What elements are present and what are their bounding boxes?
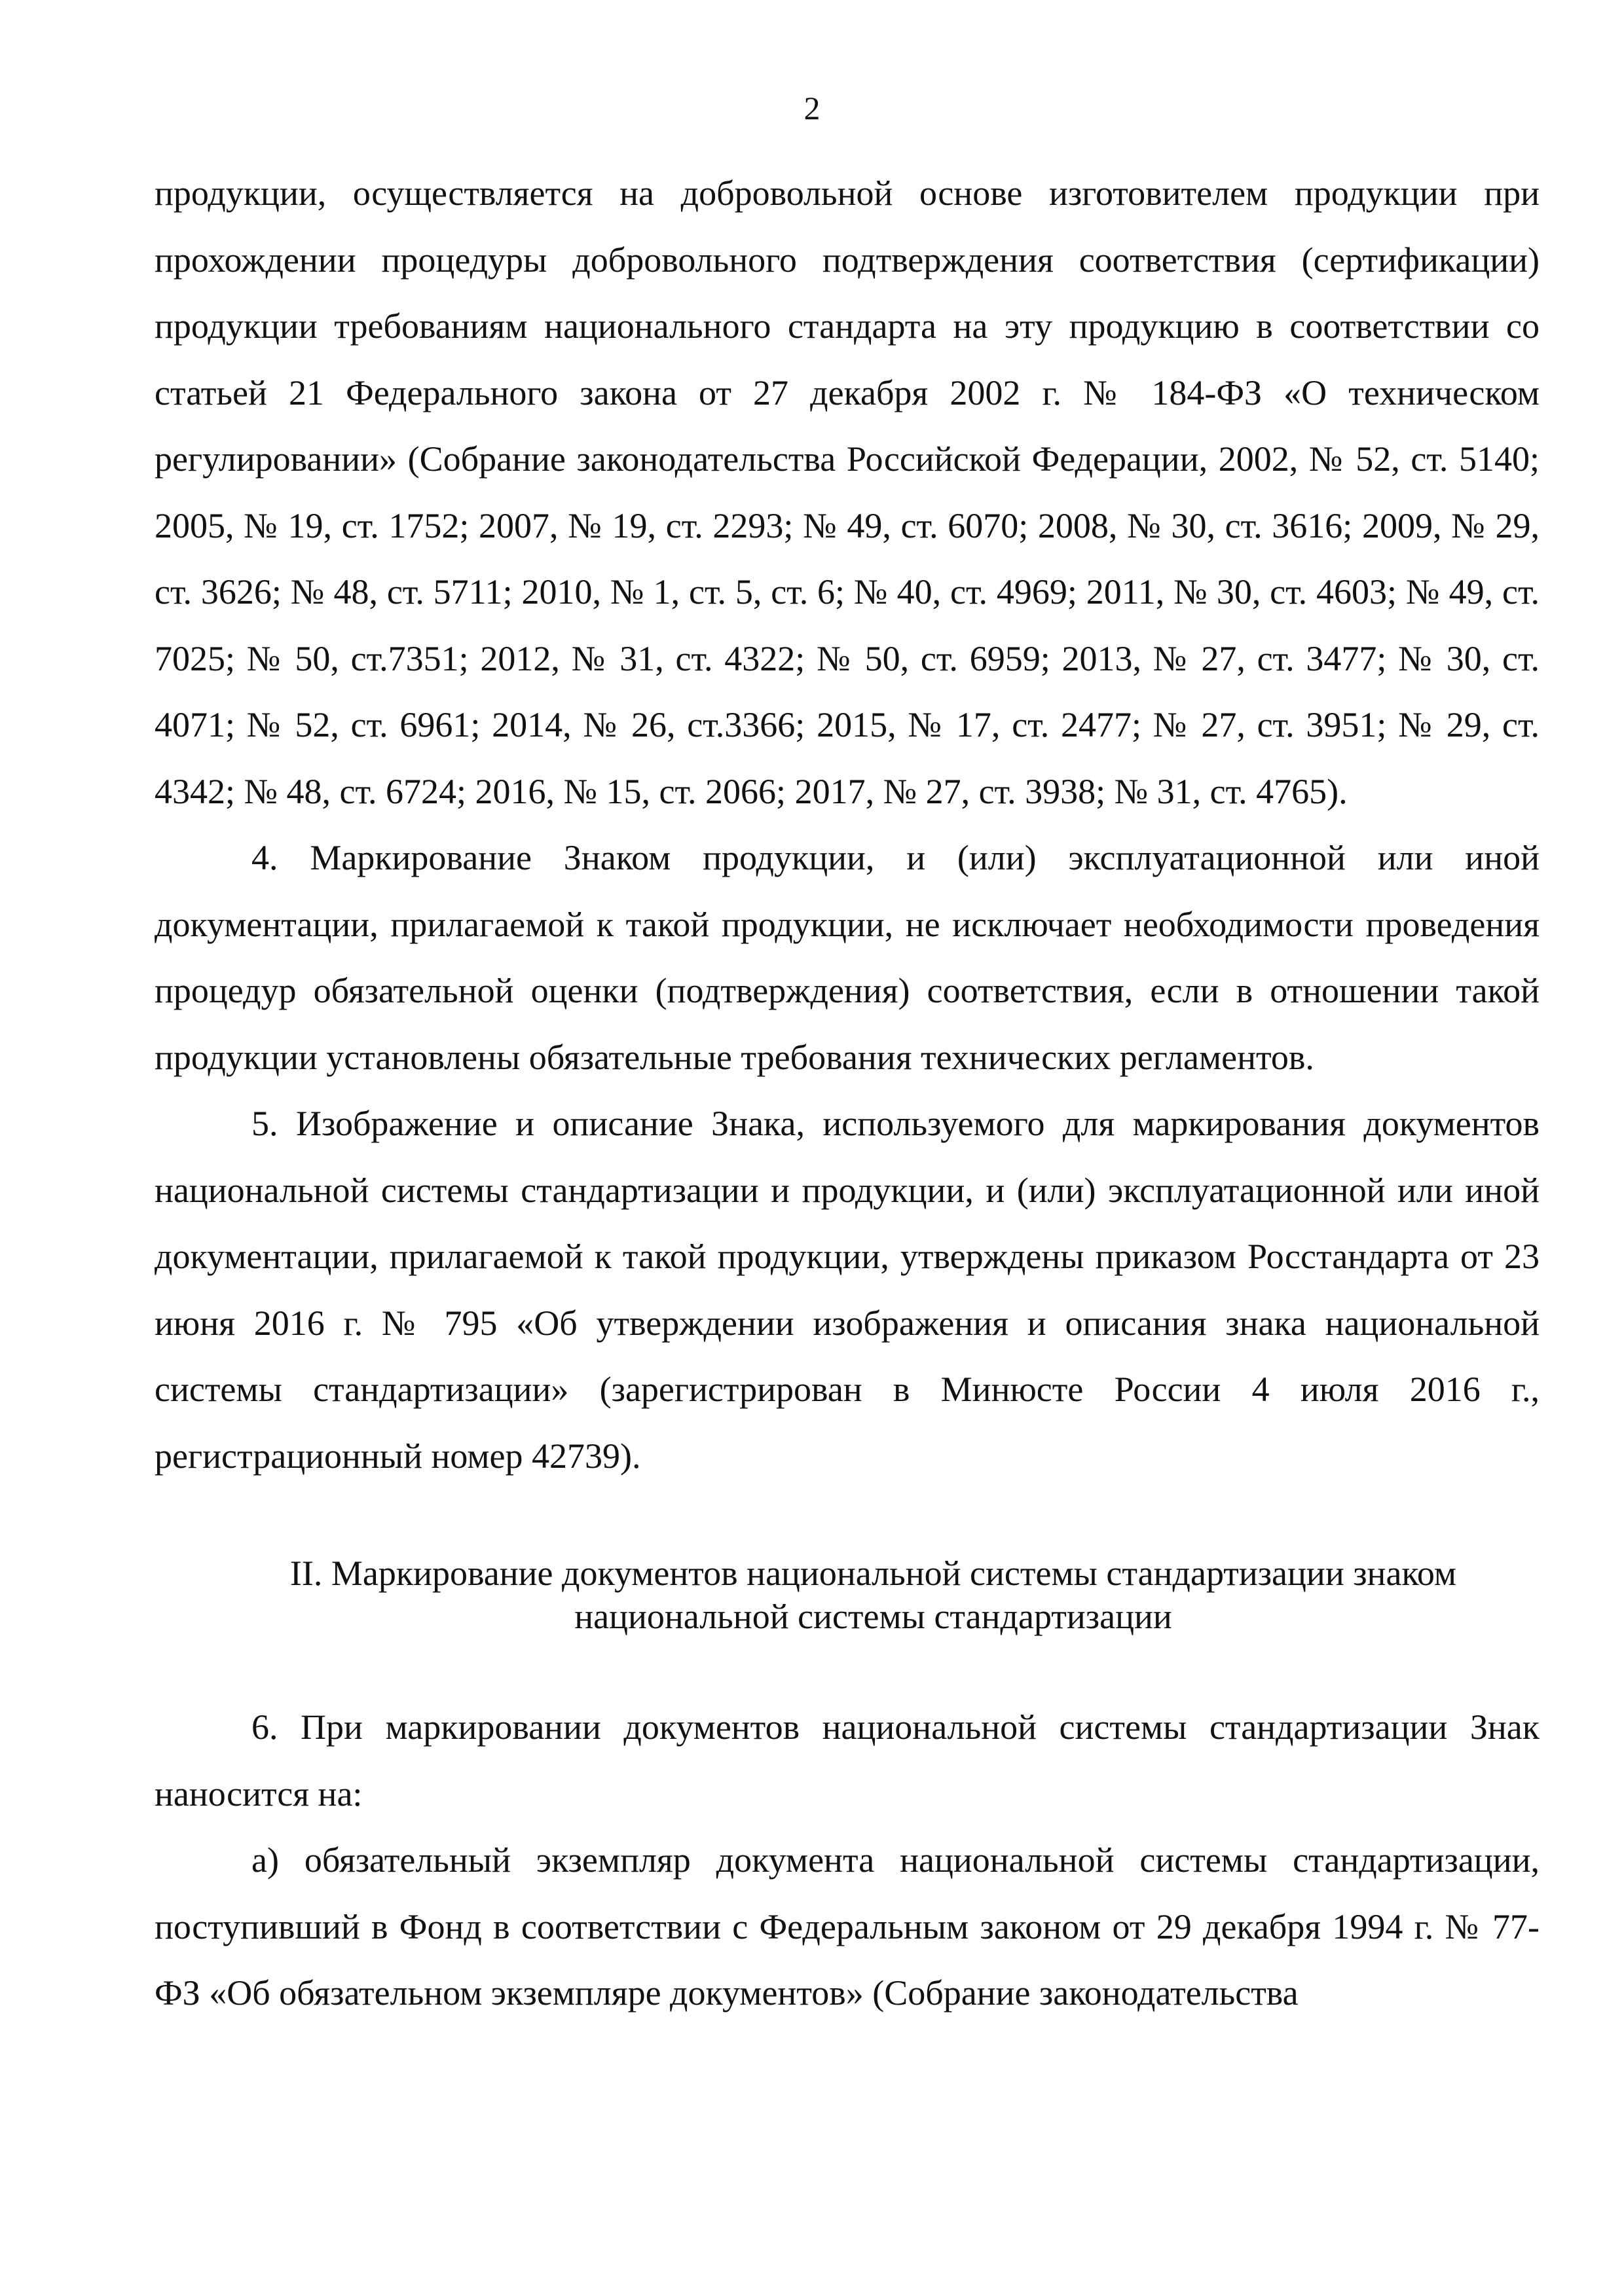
page-number: 2 [803,90,821,126]
section-heading [155,1552,1540,1638]
paragraph-4: 4. Маркирование Знаком продукции, и (или) эксплуатационной или иной документации, прилагаемой к такой продукции, не исключает необходимости проведения процедур обязательной оценки (подтверждения) соответствия, если в отношении такой продукции установлены обязательные требования технических регламентов. [155,838,1540,1077]
paragraph-6: 6. При маркировании документов национальной системы стандартизации Знак наносится на: [155,1707,1540,1813]
section-heading-line-2: национальной системы стандартизации [574,1597,1172,1636]
document-body [155,160,1540,2027]
paragraph-continuation: продукции, осуществляется на добровольной основе изготовителем продукции при прохождении процедуры добровольного подтверждения соответствия (сертификации) продукции требованиям национального стандарта на эту продукцию в соответствии со статьей 21 Федерального закона от 27 декабря 2002 г. № 184-ФЗ «О техническом регулировании» (Собрание законодательства Российской Федерации, 2002, № 52, ст. 5140; 2005, № 19, ст. 1752; 2007, № 19, ст. 2293; № 49, ст. 6070; 2008, № 30, ст. 3616; 2009, № 29, ст. 3626; № 48, ст. 5711; 2010, № 1, ст. 5, ст. 6; № 40, ст. 4969; 2011, № 30, ст. 4603; № 49, ст. 7025; № 50, ст.7351; 2012, № 31, ст. 4322; № 50, ст. 6959; 2013, № 27, ст. 3477; № 30, ст. 4071; № 52, ст. 6961; 2014, № 26, ст.3366; 2015, № 17, ст. 2477; № 27, ст. 3951; № 29, ст. 4342; № 48, ст. 6724; 2016, № 15, ст. 2066; 2017, № 27, ст. 3938; № 31, ст. 4765). [155,173,1540,811]
paragraph-6a: а) обязательный экземпляр документа национальной системы стандартизации, поступивший в Фонд в соответствии с Федеральным законом от 29 декабря 1994 г. № 77-ФЗ «Об обязательном экземпляре документов» (Собрание законодательства [155,1840,1540,2013]
paragraph-5: 5. Изображение и описание Знака, используемого для маркирования документов национальной системы стандартизации и продукции, и (или) эксплуатационной или иной документации, прилагаемой к такой продукции, утверждены приказом Росстандарта от 23 июня 2016 г. № 795 «Об утверждении изображения и описания знака национальной системы стандартизации» (зарегистрирован в Минюсте России 4 июля 2016 г., регистрационный номер 42739). [155,1104,1540,1476]
section-heading-line-1: II. Маркирование документов национальной системы стандартизации знаком [289,1554,1457,1593]
